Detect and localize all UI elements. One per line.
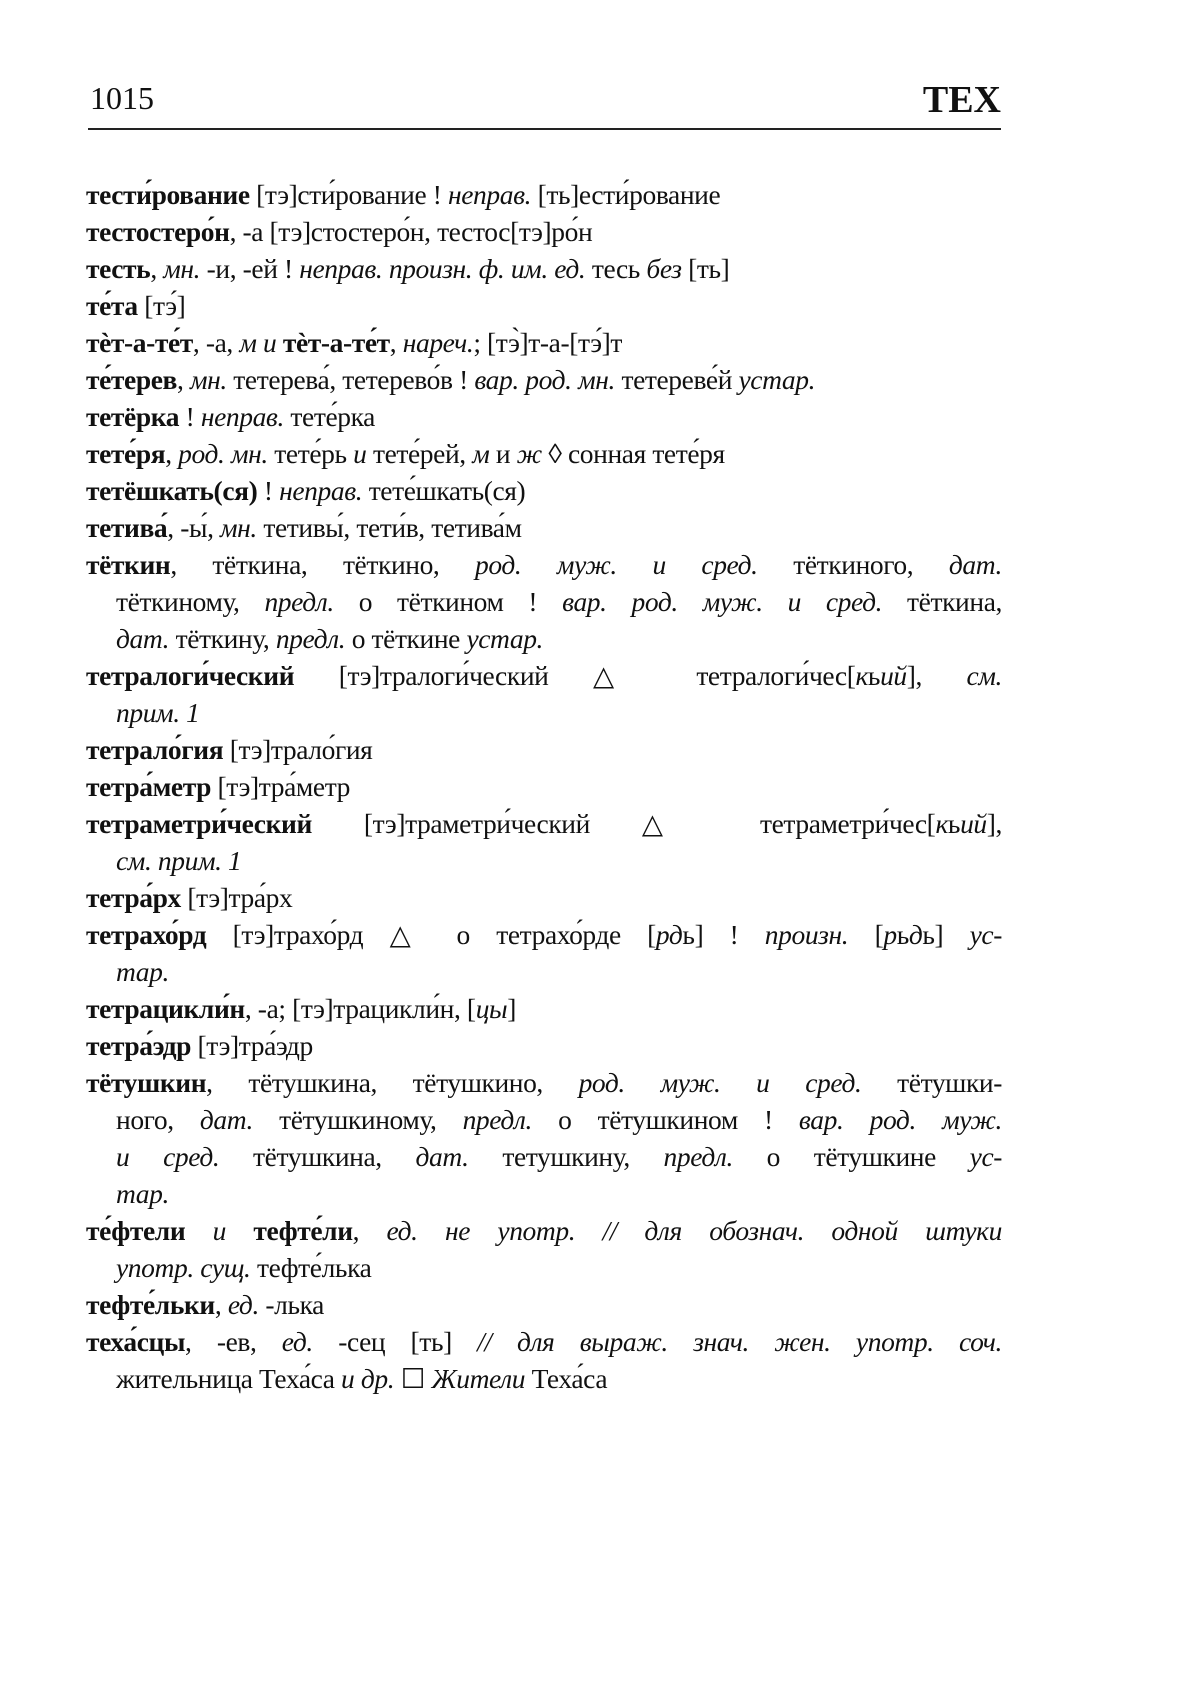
entry-text: о тётушкином ! [531,1104,799,1135]
label-italic: нареч. [402,327,474,358]
label-italic: ий [960,808,987,839]
dictionary-entry [86,768,1002,805]
label-italic: ий [880,660,907,691]
label-italic: ус- [969,1141,1003,1172]
headword: тефте́льки [86,1289,215,1320]
entry-text: тёткиного, [757,549,949,580]
headword: тестостеро́н [86,216,230,247]
label-italic: и [212,1215,226,1246]
entry-text: , [352,1215,387,1246]
entry-text: [ [848,919,884,950]
entry-line [86,1064,1002,1101]
entry-text: , -ев, [185,1326,282,1357]
label-italic: ед. [227,1289,259,1320]
label-italic: род. муж. и сред. [475,549,758,580]
label-italic: предл. [462,1104,532,1135]
headword: те́фтели [86,1215,186,1246]
label-italic: предл. [264,586,334,617]
label-italic: неправ. [447,179,532,210]
label-italic: см. прим. 1 [116,845,242,876]
entry-line [86,324,1002,361]
headword: тетёрка [86,401,180,432]
entry-text: ] [507,993,517,1024]
entry-text: ь [947,808,961,839]
entry-text: , [389,327,403,358]
dictionary-entry [86,1064,1002,1212]
dictionary-entry [86,805,1002,879]
label-italic: цы [475,993,508,1024]
label-italic: рд [655,919,683,950]
entry-text: , [165,438,179,469]
entry-text: , -а, [192,327,240,358]
label-italic: устар. [738,364,816,395]
entry-text: ь] [922,919,970,950]
entry-text: , -а [тэ]стостеро́н, тестос[тэ]ро́н [229,216,593,247]
entry-text: тетивы́, тети́в, тетива́м [256,512,522,543]
entry-text: , [150,253,164,284]
label-italic: и др. [341,1363,395,1394]
label-italic: дат. [948,549,1002,580]
label-italic: мн. [189,364,227,395]
entry-text: ]ести́рование [570,179,721,210]
dictionary-entry [86,287,1002,324]
entry-text: ь] [430,1326,478,1357]
entry-text: тёткиному, [116,586,265,617]
entry-text: ☐ [394,1363,432,1394]
label-italic: и [353,438,367,469]
entry-text: о тёткине [345,623,467,654]
entry-line [86,435,1002,472]
label-italic: употр. сущ. [116,1252,251,1283]
headword: тете́ря [86,438,166,469]
label-italic: ус- [969,919,1002,950]
entry-text: -лька [258,1289,324,1320]
headword: тетра́рх [86,882,181,913]
entry-continuation-line [86,1360,1002,1397]
label-italic: ж [516,438,542,469]
headword: тефте́ли [253,1215,353,1246]
label-italic: тар. [116,1178,169,1209]
label-italic: устар. [466,623,544,654]
dictionary-entry [86,361,1002,398]
entry-text: , -а; [тэ]трацикли́н, [ [244,993,476,1024]
label-italic: вар. род. мн. [474,364,615,395]
entry-line [86,546,1002,583]
label-italic: предл. [275,623,346,654]
entry-text: тесь [585,253,647,284]
entry-line [86,879,1002,916]
label-italic: р [883,919,897,950]
entry-line [86,361,1002,398]
entry-line [86,287,1002,324]
entry-text: [тэ]сти́рование ! [249,179,448,210]
entry-text: тётушкиному, [252,1104,463,1135]
label-italic: к [935,808,948,839]
headword: тетраметри́ческий [86,808,312,839]
entry-text: тете́рь [267,438,354,469]
dictionary-entry [86,1323,1002,1397]
label-italic: род. мн. [178,438,268,469]
entry-text: -сец [т [312,1326,431,1357]
entry-text: тете́рей, [366,438,473,469]
entry-text: ь] ! [682,919,765,950]
dictionary-entry [86,546,1002,657]
headword: тетрахо́рд [86,919,207,950]
entry-text: [тэ]тра́рх [180,882,293,913]
entry-text: [тэ́] [137,290,186,321]
headword: тётушкин [86,1067,207,1098]
entry-line [86,1212,1002,1249]
entry-continuation-line [86,620,1002,657]
entry-text: [тэ]траметри́ческий △ тетраметри́чес[ [311,808,936,839]
dictionary-entry [86,250,1002,287]
label-italic: неправ. произн. ф. им. ед. [299,253,586,284]
label-italic: мн. [163,253,201,284]
entry-line [86,176,1002,213]
entry-continuation-line [86,1249,1002,1286]
entry-text: , тёткина, тёткино, [170,549,475,580]
label-italic: ед. не употр. // для обознач. одной штуки [386,1215,1002,1246]
headword: тетива́ [86,512,168,543]
entry-text: ◊ сонная тете́ря [541,438,725,469]
label-italic: неправ. [200,401,284,432]
dictionary-entry [86,916,1002,990]
dictionary-entry [86,472,1002,509]
entry-line [86,250,1002,287]
entry-text: тете́шкать(ся) [362,475,526,506]
entry-text: ; [тэ̀]т-а-[тэ́]т [473,327,623,358]
label-italic: и сред. [116,1141,220,1172]
entry-continuation-line [86,953,1002,990]
dictionary-entry [86,657,1002,731]
entry-line [86,472,1002,509]
entry-text: ь] [708,253,730,284]
entry-text: тете́рка [283,401,375,432]
entry-text: ь [896,919,909,950]
entry-continuation-line [86,1101,1002,1138]
entry-text: и [489,438,517,469]
entry-text: тёткину, [169,623,276,654]
entry-text: [т [681,253,709,284]
entry-text: о тёткином ! [333,586,563,617]
page-number: 1015 [90,80,154,116]
label-italic: м и [239,327,277,358]
entry-line [86,990,1002,1027]
entry-text: [т [531,179,558,210]
label-italic: род. муж. и сред. [578,1067,862,1098]
dictionary-entry [86,324,1002,361]
dictionary-entry [86,990,1002,1027]
entry-text: , [214,1289,228,1320]
entry-text: ного, [116,1104,200,1135]
label-italic: вар. род. муж. [798,1104,1002,1135]
headword: тетрацикли́н [86,993,245,1024]
label-italic: см. [966,660,1002,691]
headword: те́терев [86,364,177,395]
dictionary-entry [86,1212,1002,1286]
dictionary-entry [86,1027,1002,1064]
entry-text: ! [257,475,280,506]
entry-text: [тэ]тра́эдр [191,1030,313,1061]
entry-line [86,805,1002,842]
entry-text: ь [867,660,881,691]
entry-text: тётушки- [861,1067,1002,1098]
page-header [88,78,1001,130]
label-italic: к [855,660,868,691]
headword: тетрало́гия [86,734,224,765]
label-italic: предл. [663,1141,733,1172]
dictionary-entry [86,731,1002,768]
entry-text: тётушкина, [219,1141,416,1172]
entry-text [226,1215,253,1246]
label-italic: без [646,253,682,284]
headword: тетра́метр [86,771,212,802]
label-italic: тар. [116,956,169,987]
entry-text: ], [986,808,1002,839]
entry-text: , -ы́, [167,512,221,543]
entry-text: тетереве́й [614,364,739,395]
entry-text: ], [906,660,967,691]
entry-line [86,398,1002,435]
entry-text: тетерева́, тетерево́в ! [226,364,475,395]
entry-text: о тётушкине [732,1141,970,1172]
entry-line [86,1286,1002,1323]
headword: тѐт-а-те́т [282,327,390,358]
entry-continuation-line [86,583,1002,620]
entry-line [86,509,1002,546]
entry-line [86,1027,1002,1064]
entry-text: ь [557,179,571,210]
entry-line [86,657,1002,694]
dictionary-entry [86,398,1002,435]
label-italic: дат. [199,1104,253,1135]
dictionary-entry [86,879,1002,916]
entry-line [86,916,1002,953]
running-head: ТЕХ [922,79,1001,121]
label-italic: произн. [764,919,849,950]
entry-text: [тэ]трахо́рд △ о тетрахо́рде [ [206,919,656,950]
headword: тести́рование [86,179,250,210]
entry-line [86,1323,1002,1360]
entry-line [86,768,1002,805]
label-italic: м [472,438,490,469]
dictionary-entries [86,176,1002,1397]
headword: теха́сцы [86,1326,186,1357]
entry-text: [тэ]тралоги́ческий △ тетралоги́чес[ [294,660,856,691]
headword: тетёшкать(ся) [86,475,258,506]
entry-text: , [176,364,190,395]
headword: тесть [86,253,151,284]
entry-text: [тэ]тра́метр [211,771,350,802]
headword: те́та [86,290,138,321]
label-italic: прим. 1 [116,697,200,728]
dictionary-entry [86,435,1002,472]
entry-text: -и, -ей ! [200,253,300,284]
label-italic: мн. [220,512,257,543]
dictionary-entry [86,509,1002,546]
entry-text: тетушкину, [468,1141,664,1172]
entry-continuation-line [86,694,1002,731]
dictionary-entry [86,176,1002,213]
label-italic: дат. [415,1141,469,1172]
entry-continuation-line [86,1175,1002,1212]
entry-line [86,213,1002,250]
entry-text: жительница Теха́са [116,1363,342,1394]
dictionary-entry [86,1286,1002,1323]
entry-text [185,1215,212,1246]
dictionary-entry [86,213,1002,250]
entry-text: тефте́лька [250,1252,372,1283]
entry-text: Теха́са [525,1363,608,1394]
headword: тёткин [86,549,171,580]
headword: тетра́эдр [86,1030,192,1061]
headword: тѐт-а-те́т [86,327,193,358]
entry-text: , тётушкина, тётушкино, [206,1067,579,1098]
label-italic: дат. [116,623,170,654]
label-italic: ед. [281,1326,313,1357]
entry-continuation-line [86,842,1002,879]
label-italic: Жители [431,1363,526,1394]
label-italic: // для выраж. знач. жен. употр. соч. [477,1326,1002,1357]
entry-text: ! [179,401,201,432]
label-italic: вар. род. муж. и сред. [562,586,883,617]
label-italic: неправ. [279,475,363,506]
label-italic: д [908,919,923,950]
entry-continuation-line [86,1138,1002,1175]
headword: тетралоги́ческий [86,660,295,691]
entry-text: [тэ]трало́гия [223,734,373,765]
entry-line [86,731,1002,768]
entry-text: тёткина, [882,586,1002,617]
